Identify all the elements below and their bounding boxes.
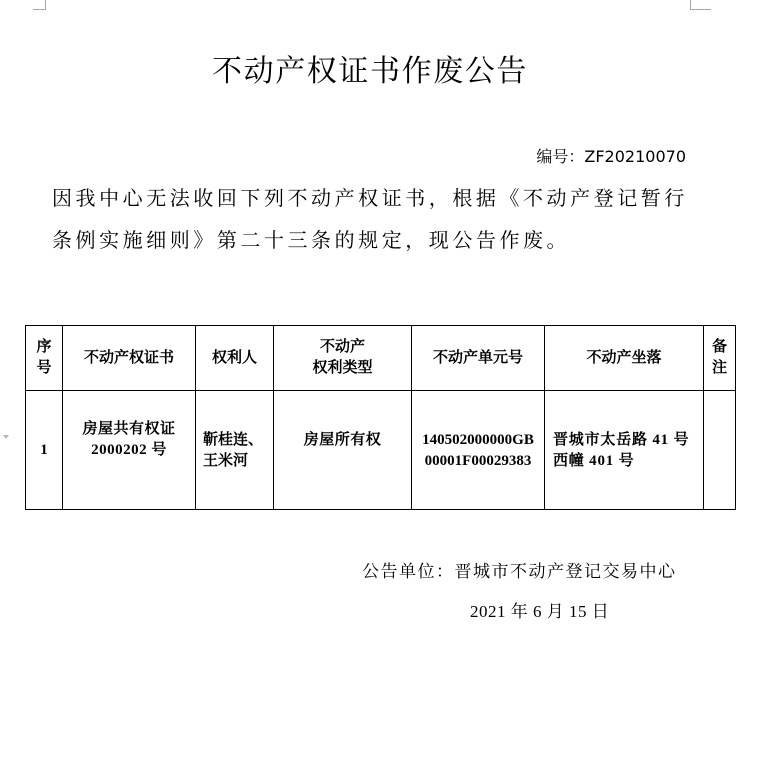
issuing-unit-value: 晋城市不动产登记交易中心 [454, 562, 677, 582]
cell-line: 140502000000GB [422, 432, 534, 448]
cell-line: 王米河 [203, 453, 249, 469]
cell-line: 房屋共有权证 [82, 421, 176, 437]
table-body [26, 391, 736, 510]
page-corner-mark-top-right [690, 0, 711, 10]
cell-line: 房屋所有权 [303, 432, 382, 448]
issue-date: 2021 年 6 月 15 日 [470, 602, 610, 621]
notice-body-line-2: 条例实施细则》第二十三条的规定，现公告作废。 [52, 228, 571, 252]
header-cell-line: 权利类型 [312, 360, 373, 376]
document-number-value: ZF20210070 [584, 147, 686, 166]
cell-serial [26, 391, 63, 510]
header-cell-location [545, 326, 704, 391]
cell-line: 靳桂连、 [203, 432, 264, 448]
cell-remarks [704, 391, 736, 510]
notice-body-line-1: 因我中心无法收回下列不动产权证书，根据《不动产登记暂行 [52, 186, 688, 210]
page-title: 不动产权证书作废公告 [212, 54, 528, 89]
header-cell-line: 序 [36, 339, 52, 355]
cell-right-type [274, 391, 412, 510]
header-cell-line: 权利人 [211, 349, 257, 366]
cell-line: 晋城市太岳路 41 号 [553, 432, 690, 448]
header-cell-unit-number [412, 326, 545, 391]
cell-location [545, 391, 704, 510]
header-cell-remarks [704, 326, 736, 391]
cell-line: 00001F00029383 [424, 453, 532, 469]
cell-unit-number [412, 391, 545, 510]
cell-line: 1 [40, 442, 48, 458]
header-cell-right-holder [196, 326, 274, 391]
header-cell-line: 不动产单元号 [432, 349, 523, 366]
header-cell-right-type [274, 326, 412, 391]
table-header-row [26, 326, 736, 391]
cell-line: 西幢 401 号 [553, 453, 635, 469]
cell-line: 2000202 号 [91, 442, 167, 458]
margin-marker-icon [3, 435, 9, 439]
header-cell-line: 不动产权证书 [83, 349, 174, 366]
issuing-unit [362, 560, 677, 584]
header-cell-certificate [63, 326, 196, 391]
header-cell-line: 不动产 [319, 339, 365, 355]
document-number [536, 147, 686, 167]
cell-certificate [63, 391, 196, 510]
issuing-unit-label: 公告单位： [362, 562, 455, 582]
document-number-label: 编号： [536, 147, 585, 166]
header-cell-line: 不动产坐落 [586, 349, 662, 366]
page-corner-mark-top-left [33, 0, 46, 10]
table-header [26, 326, 736, 391]
header-cell-serial [26, 326, 63, 391]
header-cell-line: 备 [711, 339, 727, 355]
header-cell-line: 注 [711, 360, 727, 376]
header-cell-line: 号 [36, 360, 52, 376]
cell-right-holder [196, 391, 274, 510]
table-row [26, 391, 736, 510]
certificate-table [25, 325, 736, 510]
